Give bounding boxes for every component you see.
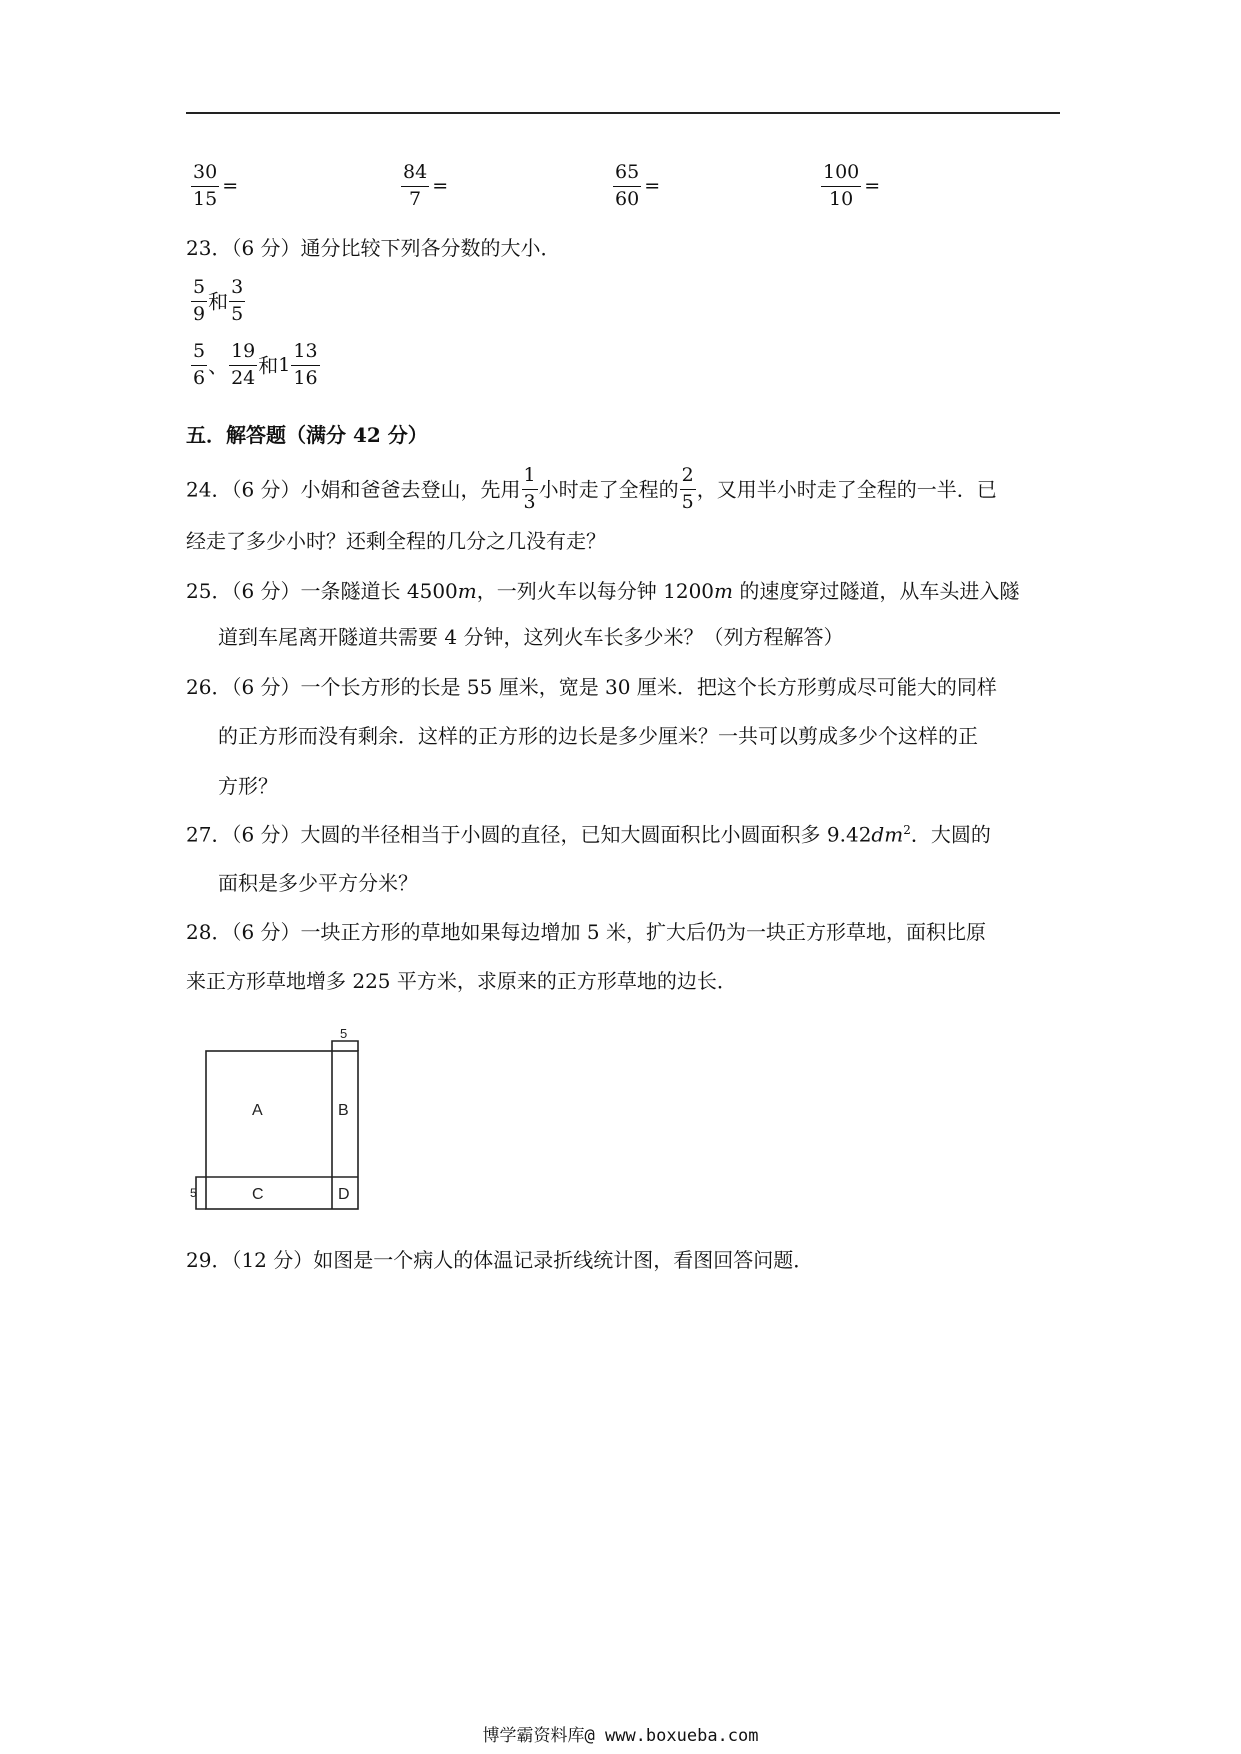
- label-b: B: [338, 1102, 349, 1119]
- unit-dm: dm: [871, 822, 904, 847]
- denominator: 5: [681, 490, 694, 513]
- q26-line1: 26．（6 分）一个长方形的长是 55 厘米，宽是 30 厘米．把这个长方形剪成尽可能大的同样: [186, 675, 997, 699]
- q25-text-3: 的速度穿过隧道，从车头进入隧: [733, 579, 1020, 603]
- fraction-item-3: [612, 163, 660, 215]
- denominator: 60: [615, 187, 640, 210]
- section-title: 五．解答题（满分 42 分）: [186, 423, 428, 447]
- denominator: 16: [293, 366, 318, 389]
- numerator: 13: [291, 342, 319, 366]
- mixed-integer: 1: [278, 353, 291, 376]
- q29-text: 29．（12 分）如图是一个病人的体温记录折线统计图，看图回答问题．: [186, 1248, 814, 1272]
- square-diagram: [190, 1025, 370, 1215]
- q24-text-1: 24．（6 分）小娟和爸爸去登山，先用: [186, 477, 521, 502]
- q24-text-3: ，又用半小时走了全程的一半．已: [696, 477, 997, 502]
- q24-text-2: 小时走了全程的: [538, 477, 679, 502]
- fraction-item-2: [400, 163, 448, 215]
- footer-watermark: 博学霸资料库@ www.boxueba.com: [482, 1726, 759, 1746]
- numerator: 2: [680, 466, 696, 490]
- numerator: 84: [401, 163, 429, 187]
- q27-text-1: 27．（6 分）大圆的半径相当于小圆的直径，已知大圆面积比小圆面积多 9.42: [186, 822, 872, 847]
- denominator: 15: [193, 187, 218, 210]
- left-dimension-bracket: [196, 1177, 206, 1209]
- q23-line1: [190, 278, 246, 325]
- q26-line2: 的正方形而没有剩余．这样的正方形的边长是多少厘米？一共可以剪成多少个这样的正: [218, 724, 978, 748]
- and-word: 和: [258, 353, 279, 378]
- label-c: C: [252, 1186, 264, 1203]
- unit-m: m: [714, 579, 733, 603]
- diagram-lines: [196, 1041, 358, 1209]
- fraction-item-4: [820, 163, 880, 215]
- equals-sign: =: [222, 175, 239, 198]
- equals-sign: =: [644, 175, 661, 198]
- q23-line2: [190, 342, 321, 389]
- outer-square: [206, 1051, 358, 1209]
- q25-line2: 道到车尾离开隧道共需要 4 分钟，这列火车长多少米？（列方程解答）: [218, 625, 844, 649]
- q26-line3: 方形？: [218, 774, 278, 798]
- q25-text-1: 25．（6 分）一条隧道长 4500: [186, 579, 458, 603]
- denominator: 5: [231, 302, 244, 325]
- numerator: 100: [821, 163, 861, 187]
- q28-line2: 来正方形草地增多 225 平方米，求原来的正方形草地的边长．: [186, 969, 737, 993]
- header-rule: [186, 112, 1060, 114]
- numerator: 5: [191, 278, 207, 302]
- and-word: 和: [208, 289, 229, 314]
- numerator: 30: [191, 163, 219, 187]
- q27-line2: 面积是多少平方分米？: [218, 871, 418, 895]
- label-a: A: [252, 1102, 263, 1119]
- denominator: 9: [193, 302, 206, 325]
- equals-sign: =: [864, 175, 881, 198]
- q25-text-2: ，一列火车以每分钟 1200: [476, 579, 715, 603]
- q24-line2: 经走了多少小时？还剩全程的几分之几没有走？: [186, 529, 606, 553]
- q27-text-2: ．大圆的: [910, 822, 991, 847]
- dim-left-label: 5: [190, 1186, 197, 1200]
- q25-line1: [186, 581, 1019, 601]
- numerator: 5: [191, 342, 207, 366]
- q28-line1: 28．（6 分）一块正方形的草地如果每边增加 5 米，扩大后仍为一块正方形草地，面积比原: [186, 920, 986, 944]
- q27-line1: [186, 824, 991, 845]
- denominator: 6: [193, 366, 206, 389]
- denominator: 3: [523, 490, 536, 513]
- numerator: 19: [229, 342, 257, 366]
- denominator: 7: [409, 187, 422, 210]
- exponent: 2: [903, 823, 911, 837]
- numerator: 65: [613, 163, 641, 187]
- fraction-item-1: [190, 163, 238, 215]
- denominator: 10: [829, 187, 854, 210]
- label-d: D: [338, 1186, 350, 1203]
- dim-top-label: 5: [340, 1026, 348, 1041]
- numerator: 3: [229, 278, 245, 302]
- top-dimension-bracket: [332, 1041, 358, 1051]
- q24-line1: [186, 466, 997, 513]
- unit-m: m: [457, 579, 477, 603]
- separator: 、: [208, 353, 229, 378]
- equals-sign: =: [432, 175, 449, 198]
- denominator: 24: [231, 366, 256, 389]
- numerator: 1: [522, 466, 538, 490]
- q23-text: 23．（6 分）通分比较下列各分数的大小．: [186, 236, 561, 260]
